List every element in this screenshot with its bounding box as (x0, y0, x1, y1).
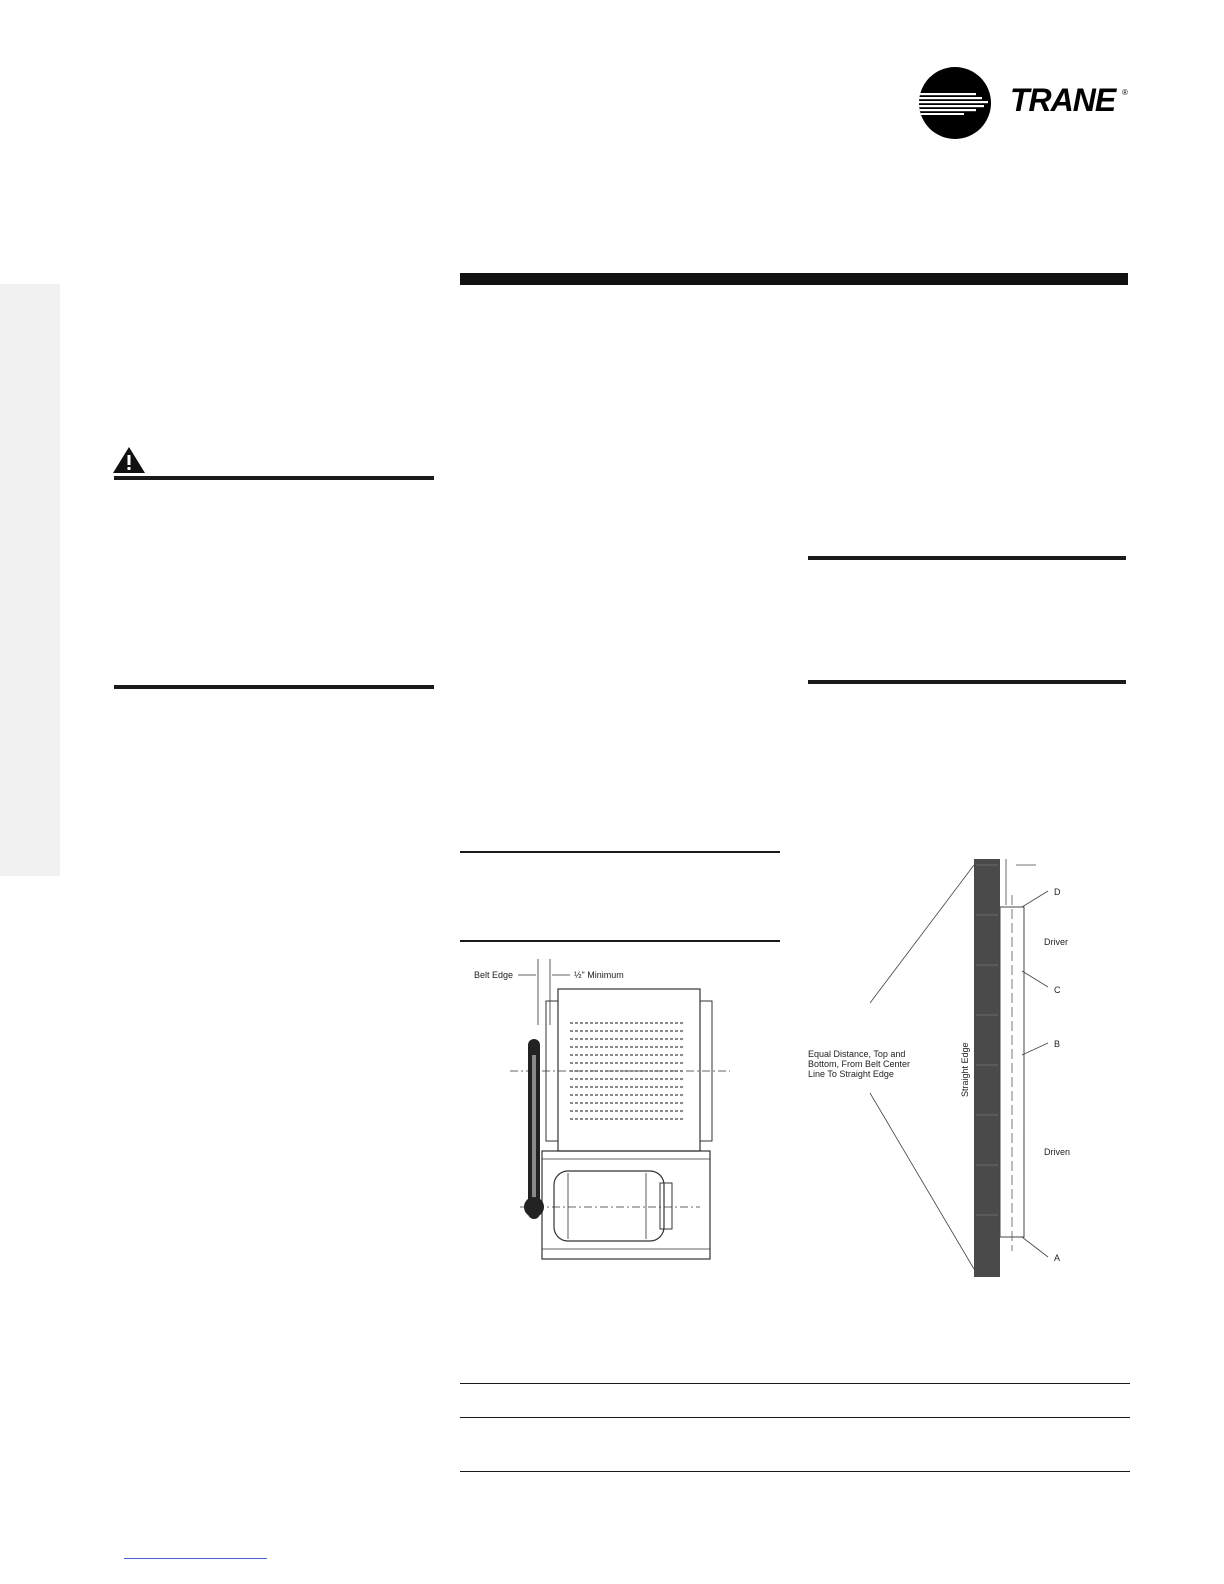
figure-caption-bottom-rule (460, 940, 780, 942)
section-title-rule (460, 273, 1128, 285)
label-driven: Driven (1044, 1147, 1071, 1157)
label-half-inch-minimum: ½" Minimum (574, 970, 624, 980)
table-header-rule (460, 1417, 1130, 1418)
warning-triangle-icon (112, 446, 146, 474)
note-line-3: Line To Straight Edge (808, 1069, 894, 1079)
trane-globe-icon (918, 66, 992, 140)
label-A: A (1054, 1253, 1061, 1263)
caution-bottom-rule (808, 680, 1126, 684)
label-B: B (1054, 1039, 1061, 1049)
registered-mark: ® (1122, 88, 1128, 97)
warning-bottom-rule (114, 685, 434, 689)
caution-top-rule (808, 556, 1126, 560)
equal-distance-note (808, 1049, 948, 1079)
label-driver: Driver (1044, 937, 1068, 947)
fan-motor-drawing (470, 955, 770, 1275)
figure-straight-edge (800, 855, 1130, 1285)
trane-logo (918, 66, 1132, 140)
side-tab (0, 284, 60, 876)
label-belt-edge: Belt Edge (474, 970, 514, 980)
figure-caption-top-rule (460, 851, 780, 853)
table-top-rule (460, 1383, 1130, 1384)
trane-wordmark: TRANE (1010, 82, 1116, 118)
note-line-1: Equal Distance, Top and (808, 1049, 906, 1059)
label-D: D (1054, 887, 1061, 897)
warning-top-rule (114, 476, 434, 480)
label-C: C (1054, 985, 1061, 995)
note-line-2: Bottom, From Belt Center (808, 1059, 911, 1069)
table-bottom-rule (460, 1471, 1130, 1472)
footer-link[interactable] (124, 1558, 267, 1559)
figure-belt-alignment (470, 955, 770, 1275)
label-straight-edge: Straight Edge (960, 1042, 970, 1097)
